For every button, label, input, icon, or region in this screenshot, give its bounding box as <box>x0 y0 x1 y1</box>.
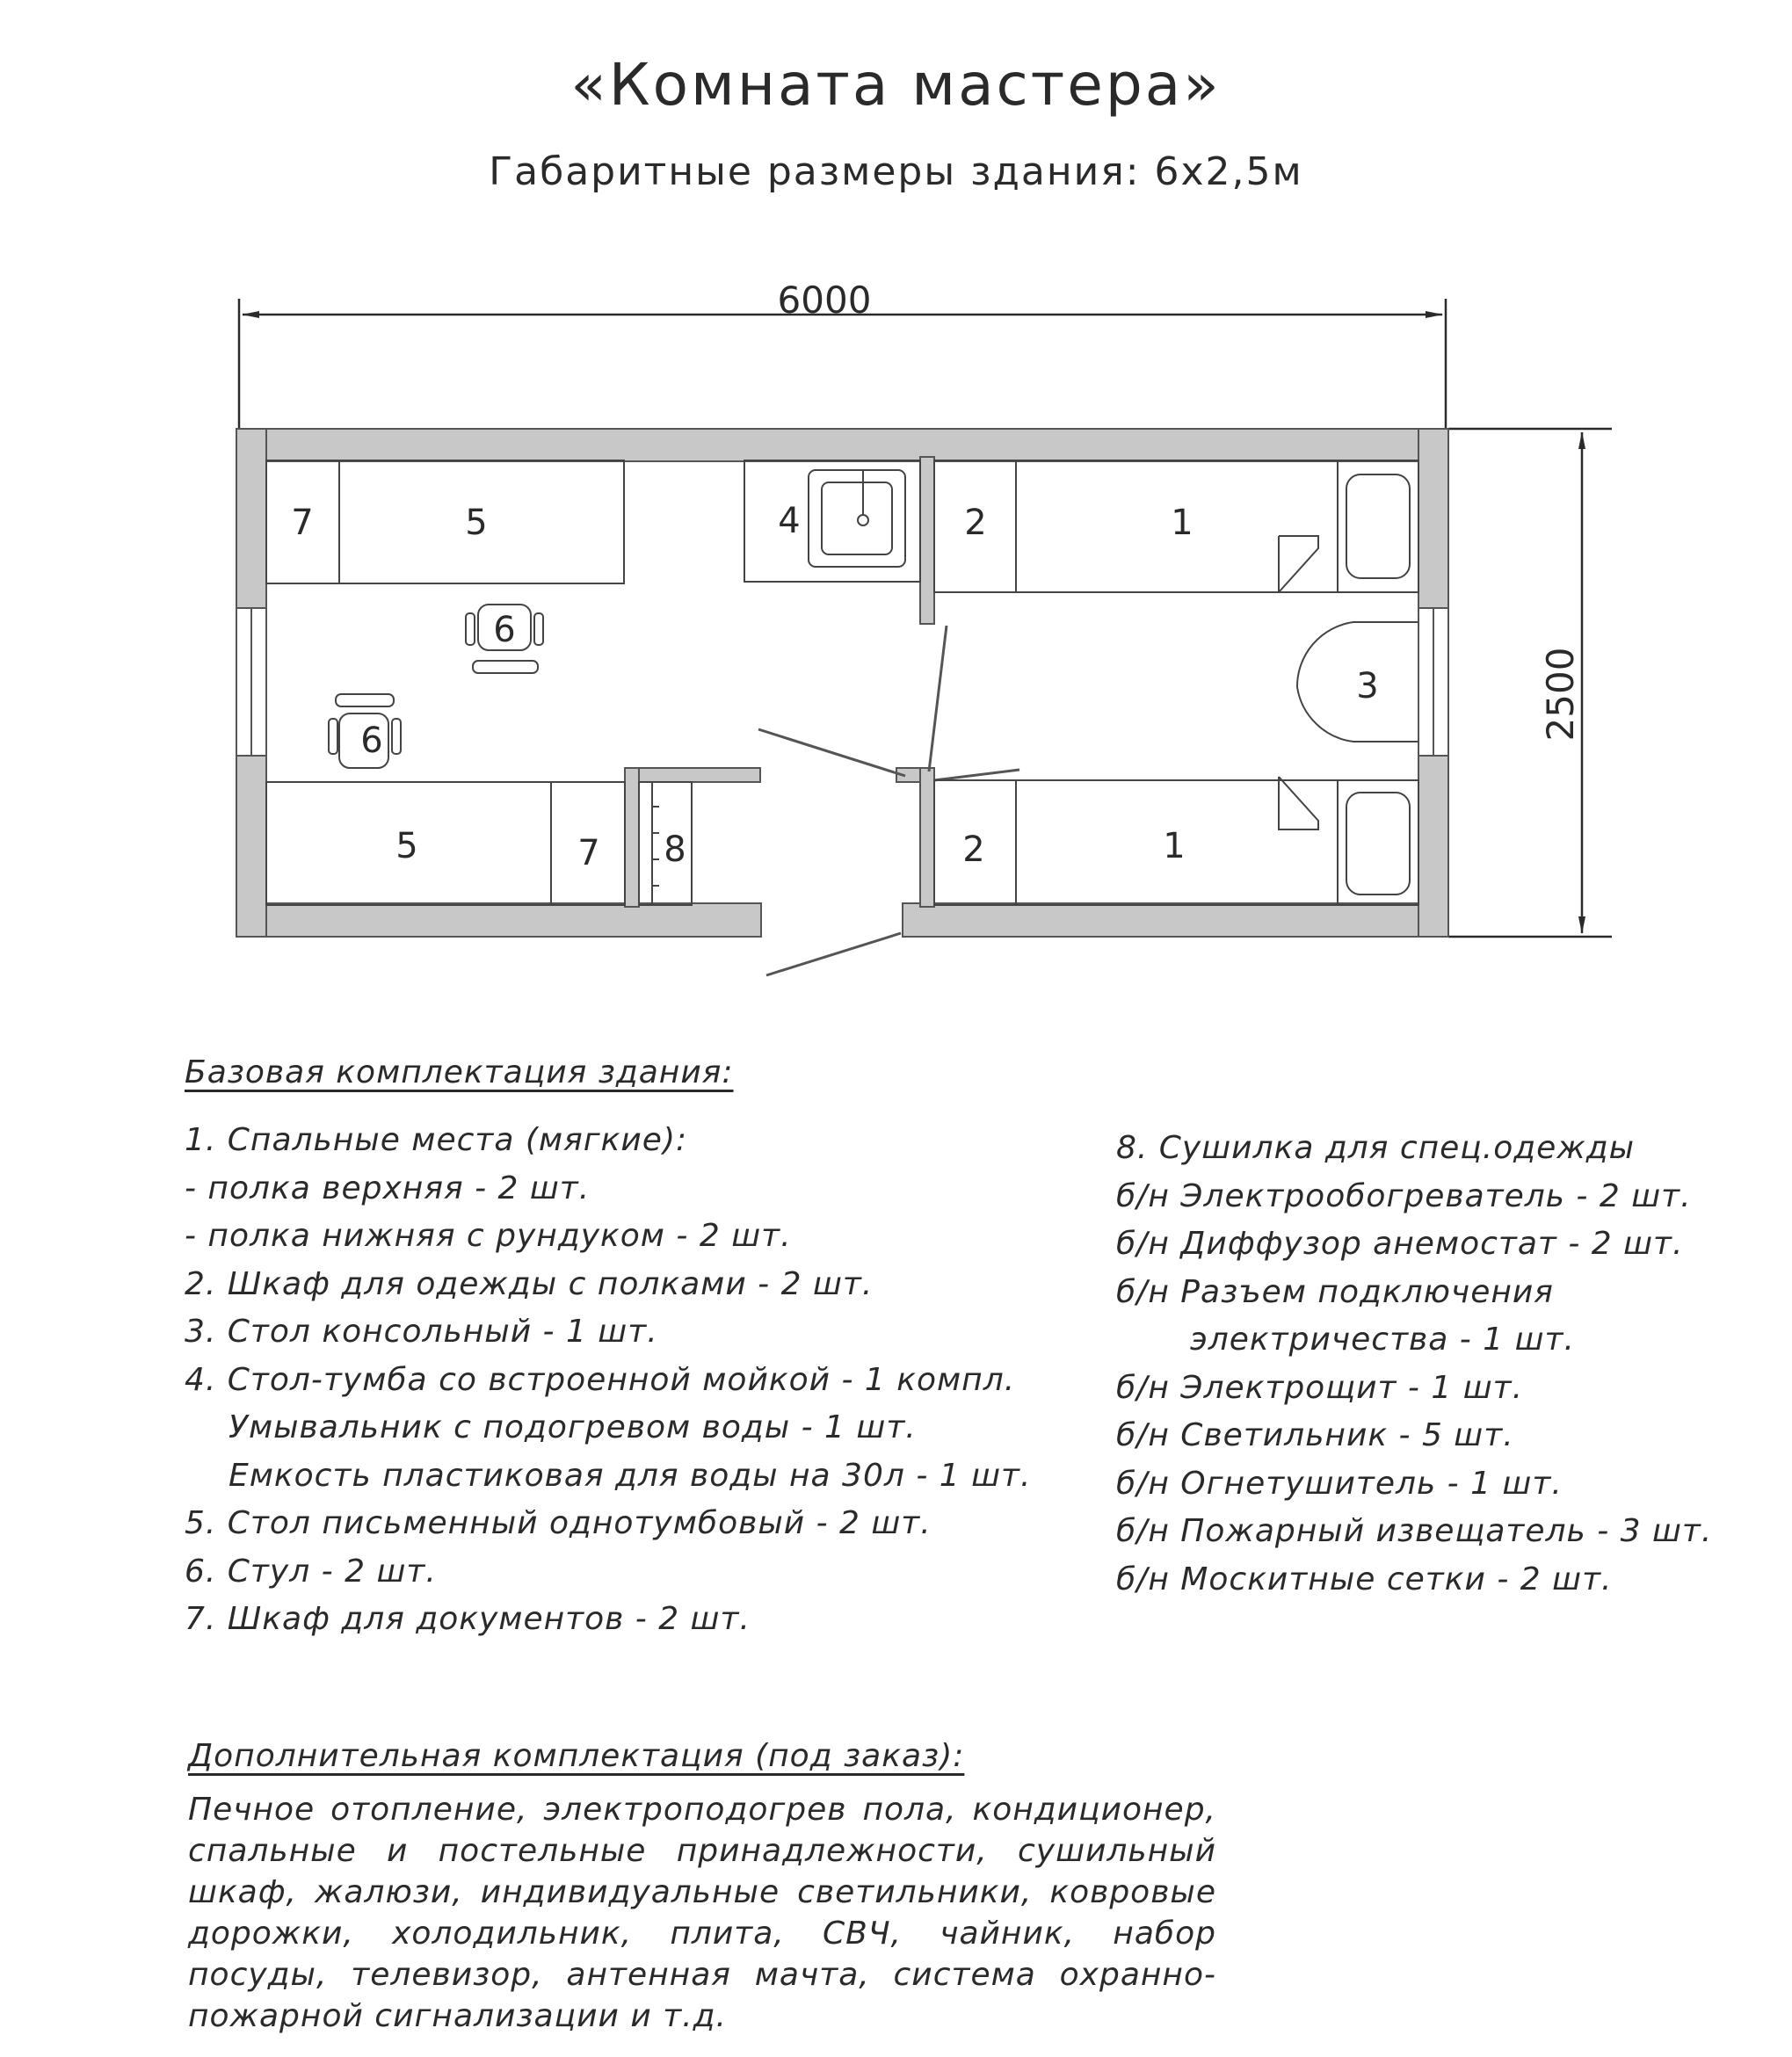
list-item: 6. Стул - 2 шт. <box>185 1553 437 1590</box>
label-wardrobe-docs-bottom: 7 <box>577 833 600 873</box>
height-dimension: 2500 <box>1539 647 1582 742</box>
base-equipment-list-left <box>185 1117 1031 1644</box>
label-clothes-cabinet-bottom: 2 <box>962 829 985 870</box>
windows <box>236 608 1448 756</box>
label-desk-top: 5 <box>465 503 488 543</box>
label-bed-top: 1 <box>1171 503 1193 543</box>
page-subtitle: Габаритные размеры здания: 6х2,5м <box>489 149 1303 194</box>
list-item: 4. Стол-тумба со встроенной мойкой - 1 компл. <box>185 1361 1016 1398</box>
outer-walls <box>236 429 1448 937</box>
label-chair-left: 6 <box>360 721 383 761</box>
list-item: - полка нижняя с рундуком - 2 шт. <box>185 1218 792 1254</box>
label-dryer: 8 <box>664 829 686 870</box>
label-sink-cabinet: 4 <box>778 501 801 541</box>
list-item: 8. Сушилка для спец.одежды <box>1116 1130 1636 1166</box>
list-item: 3. Стол консольный - 1 шт. <box>185 1314 658 1350</box>
list-item: б/н Разъем подключения <box>1116 1273 1554 1310</box>
list-item: 5. Стол письменный однотумбовый - 2 шт. <box>185 1505 932 1541</box>
list-item: б/н Москитные сетки - 2 шт. <box>1116 1561 1613 1597</box>
list-item: 1. Спальные места (мягкие): <box>185 1122 688 1158</box>
list-item: б/н Огнетушитель - 1 шт. <box>1116 1465 1563 1502</box>
list-item: б/н Электрообогреватель - 2 шт. <box>1116 1177 1692 1214</box>
list-item: Умывальник с подогревом воды - 1 шт. <box>229 1409 917 1445</box>
list-item: электричества - 1 шт. <box>1190 1322 1575 1358</box>
furniture <box>266 460 1418 905</box>
base-equipment-list-right <box>1116 1125 1712 1604</box>
label-chair-top: 6 <box>493 610 516 650</box>
list-item: 7. Шкаф для документов - 2 шт. <box>185 1601 751 1637</box>
list-item: б/н Пожарный извещатель - 3 шт. <box>1116 1513 1713 1549</box>
list-item: б/н Диффузор анемостат - 2 шт. <box>1116 1226 1684 1262</box>
label-bed-bottom: 1 <box>1163 826 1186 866</box>
label-clothes-cabinet-top: 2 <box>964 503 987 543</box>
label-wardrobe-docs-top: 7 <box>291 503 314 543</box>
floor-plan <box>0 264 1792 1002</box>
page-title: «Комната мастера» <box>570 51 1222 119</box>
additional-equipment-heading: Дополнительная комплектация (под заказ): <box>188 1738 965 1774</box>
list-item: - полка верхняя - 2 шт. <box>185 1170 591 1206</box>
list-item: 2. Шкаф для одежды с полками - 2 шт. <box>185 1265 874 1302</box>
additional-equipment-text: Печное отопление, электроподогрев пола, кондиционер, спальные и постельные принадлежности, сушильный шкаф, жалюзи, индивидуальные светильники, ковровые дорожки, холодильник, плита, СВЧ, чайник, набор посуды, телевизор, антенная мачта, система охранно-пожарной сигнализации и т.д. <box>188 1792 1216 2034</box>
list-item: Емкость пластиковая для воды на 30л - 1 шт. <box>229 1457 1032 1494</box>
list-item: б/н Электрощит - 1 шт. <box>1116 1369 1524 1406</box>
width-dimension: 6000 <box>777 279 872 322</box>
base-equipment-heading: Базовая комплектация здания: <box>185 1054 734 1090</box>
label-desk-bottom: 5 <box>395 826 418 866</box>
list-item: б/н Светильник - 5 шт. <box>1116 1417 1514 1453</box>
label-console-table: 3 <box>1356 666 1379 706</box>
